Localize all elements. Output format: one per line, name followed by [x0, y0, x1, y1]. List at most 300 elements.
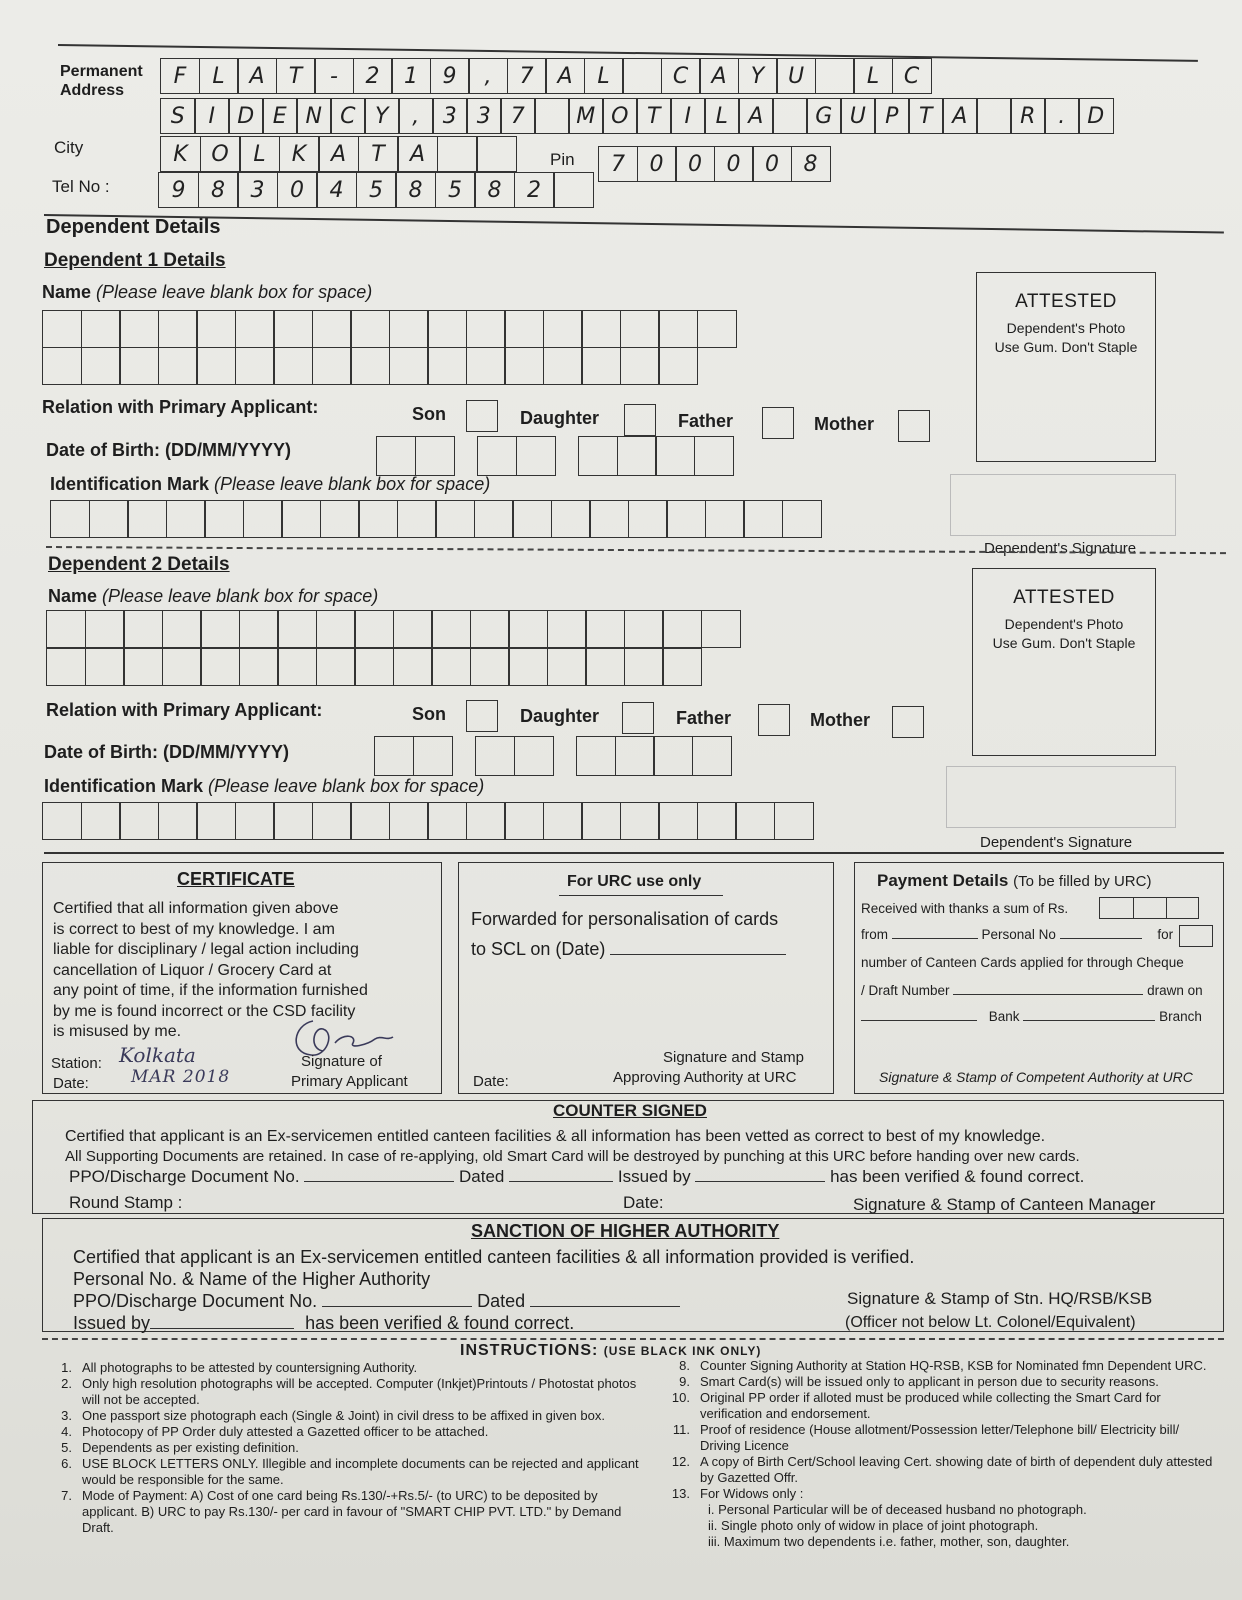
urc-line2: to SCL on (Date)	[471, 939, 786, 960]
primary-applicant-label: Primary Applicant	[291, 1073, 408, 1090]
city-cell[interactable]	[476, 136, 517, 172]
dependent1-mark-cell[interactable]	[127, 500, 167, 538]
certificate-line: liable for disciplinary / legal action including	[53, 941, 359, 958]
urc-sig1: Signature and Stamp	[663, 1049, 804, 1066]
tel-cell[interactable]: 9	[158, 172, 199, 208]
counter-signature: Signature & Stamp of Canteen Manager	[853, 1195, 1156, 1214]
dependent1-relation-label: Relation with Primary Applicant:	[42, 397, 319, 417]
instruction-item: 11. Proof of residence (House allotment/Possession letter/Telephone bill/ Electricity bill/ Driving Licence	[672, 1422, 1180, 1453]
dependent1-mark-cell[interactable]	[666, 500, 706, 538]
dependent1-dob-boxes[interactable]	[376, 436, 732, 476]
dependent1-name-cell[interactable]	[620, 310, 660, 348]
dependent1-father-label: Father	[678, 411, 734, 431]
dependent2-mark-cell[interactable]	[158, 802, 198, 840]
sanction-panel	[42, 1218, 1224, 1332]
payment-bank-line: Bank Branch	[861, 1009, 1202, 1024]
dependent1-mark-cell[interactable]	[512, 500, 552, 538]
tel-cell[interactable]: 8	[395, 172, 436, 208]
dependent2-name-cell[interactable]	[547, 610, 587, 648]
tel-cell[interactable]: 8	[474, 172, 515, 208]
dependent2-name-row1[interactable]	[46, 610, 739, 648]
dependent2-name-cell[interactable]	[162, 610, 202, 648]
dependent1-mark-cell[interactable]	[320, 500, 360, 538]
dependent2-name-cell[interactable]	[470, 648, 510, 686]
dependent-rule	[44, 214, 1224, 234]
dependent1-name-cell[interactable]	[350, 347, 390, 385]
dependent1-mark-cell[interactable]	[435, 500, 475, 538]
instruction-item: 12. A copy of Birth Cert/School leaving Cert. showing date of birth of dependent duly attested by Gazetted Offr.	[671, 1454, 1213, 1485]
address-line2-cell[interactable]	[772, 98, 808, 134]
dependent2-name-cell[interactable]	[431, 610, 471, 648]
payment-received: Received with thanks a sum of Rs.	[861, 901, 1069, 916]
address-line2-cell[interactable]: O	[602, 98, 638, 134]
address-line2-cell[interactable]: C	[330, 98, 366, 134]
tel-cell[interactable]: 5	[435, 172, 476, 208]
dependent1-name-cell[interactable]	[581, 310, 621, 348]
dependent2-mark-row[interactable]	[42, 802, 812, 840]
dependent2-name-cell[interactable]	[585, 610, 625, 648]
dependent-bottom-rule	[44, 852, 1224, 854]
sanction-line2: Personal No. & Name of the Higher Authority	[73, 1269, 431, 1289]
dependent2-mark-cell[interactable]	[312, 802, 352, 840]
address-line1-cell[interactable]: 2	[353, 58, 393, 94]
dependent2-name-cell[interactable]	[239, 610, 279, 648]
urc-title-rule	[559, 895, 723, 896]
dependent2-name-cell[interactable]	[277, 648, 317, 686]
address-line2-cell[interactable]: A	[942, 98, 978, 134]
dependent1-name-cell[interactable]	[158, 347, 198, 385]
instructions-left	[42, 1360, 642, 1536]
dependent2-mark-cell[interactable]	[196, 802, 236, 840]
tel-cell[interactable]: 2	[514, 172, 555, 208]
dependent1-name-cell[interactable]	[312, 310, 352, 348]
address-line2-cell[interactable]: I	[194, 98, 230, 134]
dependent1-mother-label: Mother	[814, 414, 874, 434]
dependent2-mark-cell[interactable]	[42, 802, 82, 840]
sanction-signature: Signature & Stamp of Stn. HQ/RSB/KSB	[847, 1289, 1153, 1308]
address-line2-cell[interactable]: L	[704, 98, 740, 134]
dependent2-mark-cell[interactable]	[350, 802, 390, 840]
address-line2-boxes[interactable]	[160, 98, 1112, 134]
dependent2-name-cell[interactable]	[662, 648, 702, 686]
dependent2-mark-cell[interactable]	[774, 802, 814, 840]
dependent2-name-cell[interactable]	[354, 648, 394, 686]
counter-signed-panel	[32, 1100, 1224, 1214]
dependent1-name-cell[interactable]	[389, 310, 429, 348]
dependent2-mark-cell[interactable]	[427, 802, 467, 840]
dependent2-name-cell[interactable]	[547, 648, 587, 686]
pin-cell[interactable]: 0	[714, 146, 754, 182]
dependent2-name-cell[interactable]	[200, 648, 240, 686]
address-line1-cell[interactable]: 1	[391, 58, 431, 94]
dependent2-name-cell[interactable]	[624, 648, 664, 686]
urc-sig2: Approving Authority at URC	[613, 1069, 797, 1086]
dependent2-mark-cell[interactable]	[119, 802, 159, 840]
dependent1-name-cell[interactable]	[427, 310, 467, 348]
dependent1-name-cell[interactable]	[504, 310, 544, 348]
address-line1-cell[interactable]: A	[699, 58, 739, 94]
address-line2-cell[interactable]: G	[806, 98, 842, 134]
instruction-item: 13. For Widows only :	[671, 1486, 804, 1501]
dependent1-name-cell[interactable]	[389, 347, 429, 385]
widow-instruction: ii. Single photo only of widow in place of joint photograph.	[708, 1518, 1039, 1533]
dependent2-name-cell[interactable]	[624, 610, 664, 648]
urc-date-label: Date:	[473, 1073, 509, 1090]
address-line1-cell[interactable]: L	[584, 58, 624, 94]
dependent2-daughter-label: Daughter	[520, 706, 600, 726]
address-line2-cell[interactable]: D	[228, 98, 264, 134]
address-line2-cell[interactable]: .	[1044, 98, 1080, 134]
dependent2-name-cell[interactable]	[239, 648, 279, 686]
payment-amount-boxes[interactable]	[1099, 897, 1199, 919]
tel-cell[interactable]: 3	[237, 172, 278, 208]
dependent1-name-cell[interactable]	[196, 310, 236, 348]
sanction-issued-line: Issued by has been verified & found correct.	[73, 1313, 575, 1333]
payment-cards-line: number of Canteen Cards applied for through Cheque	[861, 955, 1184, 970]
dependent1-name-cell[interactable]	[42, 310, 82, 348]
address-line2-cell[interactable]: E	[262, 98, 298, 134]
sanction-officer: (Officer not below Lt. Colonel/Equivalent)	[845, 1314, 1136, 1331]
dependent2-name-cell[interactable]	[662, 610, 702, 648]
address-line1-cell[interactable]: C	[661, 58, 701, 94]
dependent1-mark-cell[interactable]	[281, 500, 321, 538]
dependent1-name-cell[interactable]	[196, 347, 236, 385]
dependent2-mark-cell[interactable]	[697, 802, 737, 840]
address-line1-cell[interactable]: L	[199, 58, 239, 94]
certificate-panel	[42, 862, 442, 1094]
dependent2-mark-cell[interactable]	[81, 802, 121, 840]
certificate-line: is misused by me.	[53, 1023, 182, 1040]
sanction-title: SANCTION OF HIGHER AUTHORITY	[471, 1221, 780, 1241]
address-line1-cell[interactable]: ,	[468, 58, 508, 94]
pin-cell[interactable]: 8	[791, 146, 831, 182]
dependent2-father-checkbox[interactable]	[758, 704, 790, 736]
certificate-line: by me is found incorrect or the CSD facility	[53, 1002, 356, 1020]
address-line2-cell[interactable]	[976, 98, 1012, 134]
dependent1-daughter-checkbox[interactable]	[624, 404, 656, 436]
dependent1-son-label: Son	[412, 404, 446, 424]
dependent1-photo-line1: Dependent's Photo	[1006, 320, 1126, 336]
tel-cell[interactable]: 8	[198, 172, 239, 208]
address-line2-cell[interactable]: S	[160, 98, 196, 134]
city-cell[interactable]: L	[239, 136, 280, 172]
urc-line1: Forwarded for personalisation of cards	[471, 909, 779, 929]
pin-cell[interactable]: 7	[598, 146, 638, 182]
dependent2-relation-label: Relation with Primary Applicant:	[46, 700, 323, 720]
dependent2-mark-cell[interactable]	[389, 802, 429, 840]
address-line1-cell[interactable]: U	[776, 58, 816, 94]
dependent1-mother-checkbox[interactable]	[898, 410, 930, 442]
dependent1-name-cell[interactable]	[427, 347, 467, 385]
dependent2-mark-cell[interactable]	[581, 802, 621, 840]
dependent1-mark-label: Identification Mark (Please leave blank box for space)	[50, 474, 491, 494]
address-line1-cell[interactable]	[815, 58, 855, 94]
dependent1-signature-box[interactable]	[950, 474, 1176, 536]
city-cell[interactable]: K	[279, 136, 320, 172]
dependent2-name-cell[interactable]	[162, 648, 202, 686]
dependent2-name-cell[interactable]	[46, 610, 86, 648]
city-cell[interactable]: A	[318, 136, 359, 172]
address-line2-cell[interactable]: 7	[500, 98, 536, 134]
tel-cell[interactable]	[553, 172, 594, 208]
address-line1-cell[interactable]: C	[892, 58, 932, 94]
dependent1-name-cell[interactable]	[466, 310, 506, 348]
dependent1-father-checkbox[interactable]	[762, 407, 794, 439]
dependent2-son-label: Son	[412, 704, 446, 724]
instruction-item: 5. Dependents as per existing definition.	[61, 1440, 299, 1455]
dependent2-mark-cell[interactable]	[620, 802, 660, 840]
dependent1-name-cell[interactable]	[658, 347, 698, 385]
sanction-line1: Certified that applicant is an Ex-servicemen entitled canteen facilities & all information provided is verified.	[73, 1247, 915, 1267]
instructions-separator	[42, 1338, 1224, 1340]
dependent1-name-cell[interactable]	[620, 347, 660, 385]
address-line1-cell[interactable]: T	[276, 58, 316, 94]
tel-cell[interactable]: 4	[316, 172, 357, 208]
dependent2-name-cell[interactable]	[701, 610, 741, 648]
dependent2-name-cell[interactable]	[393, 648, 433, 686]
city-cell[interactable]: T	[358, 136, 399, 172]
instruction-item: 10. Original PP order if alloted must be produced while collecting the Smart Card for verification and endorsement.	[671, 1390, 1161, 1421]
dependent2-name-row2[interactable]	[46, 648, 701, 686]
dependent2-signature-box[interactable]	[946, 766, 1176, 828]
dependent1-name-cell[interactable]	[235, 347, 275, 385]
city-cell[interactable]: A	[397, 136, 438, 172]
dependent2-name-cell[interactable]	[123, 610, 163, 648]
dependent1-name-cell[interactable]	[312, 347, 352, 385]
address-line2-cell[interactable]: I	[670, 98, 706, 134]
tel-boxes[interactable]	[158, 172, 593, 208]
counter-line2: All Supporting Documents are retained. In case of re-applying, old Smart Card will be destroyed by punching at this URC before handing over new cards.	[65, 1148, 1080, 1165]
payment-draft-line: / Draft Number drawn on	[861, 983, 1203, 998]
tel-label: Tel No :	[52, 177, 110, 196]
dependent1-name-cell[interactable]	[235, 310, 275, 348]
address-line1-cell[interactable]: A	[237, 58, 277, 94]
dependent2-name-cell[interactable]	[393, 610, 433, 648]
dependent1-name-row1[interactable]	[42, 310, 735, 348]
station-value: Kolkata	[119, 1043, 196, 1067]
address-line2-cell[interactable]: A	[738, 98, 774, 134]
dependent1-mark-cell[interactable]	[474, 500, 514, 538]
address-line2-cell[interactable]: ,	[398, 98, 434, 134]
dependent2-name-cell[interactable]	[46, 648, 86, 686]
dependent2-name-cell[interactable]	[85, 648, 125, 686]
dependent1-name-cell[interactable]	[273, 347, 313, 385]
dependent1-name-cell[interactable]	[81, 347, 121, 385]
address-line1-cell[interactable]: Y	[738, 58, 778, 94]
dependent2-mark-cell[interactable]	[273, 802, 313, 840]
dependent2-dob-boxes[interactable]	[374, 736, 730, 776]
address-line2-cell[interactable]: D	[1078, 98, 1114, 134]
date-value: MAR 2018	[131, 1067, 231, 1087]
dependent1-mark-cell[interactable]	[397, 500, 437, 538]
dependent2-dob-label: Date of Birth: (DD/MM/YYYY)	[44, 742, 289, 762]
dependent1-mark-cell[interactable]	[705, 500, 745, 538]
dependent2-name-cell[interactable]	[316, 610, 356, 648]
dependent1-mark-cell[interactable]	[589, 500, 629, 538]
address-line2-cell[interactable]: T	[636, 98, 672, 134]
dependent1-mark-cell[interactable]	[89, 500, 129, 538]
dependent2-father-label: Father	[676, 708, 732, 728]
dependent1-name-cell[interactable]	[504, 347, 544, 385]
certificate-line: Certified that all information given above	[53, 900, 339, 917]
address-line1-cell[interactable]	[622, 58, 662, 94]
station-label: Station:	[51, 1055, 102, 1072]
dependent2-name-cell[interactable]	[585, 648, 625, 686]
address-line2-cell[interactable]: N	[296, 98, 332, 134]
dependent1-mark-row[interactable]	[50, 500, 820, 538]
dependent2-name-cell[interactable]	[354, 610, 394, 648]
instruction-item: 7. Mode of Payment: A) Cost of one card being Rs.130/-+Rs.5/- (to URC) to be deposited by applicant. B) URC to pay Rs.130/- per card in favour of "SMART CHIP PVT. LTD." by Demand Draft.	[61, 1488, 622, 1535]
dependent1-name-cell[interactable]	[119, 347, 159, 385]
dependent1-mark-cell[interactable]	[551, 500, 591, 538]
dependent1-mark-cell[interactable]	[358, 500, 398, 538]
dependent2-name-cell[interactable]	[508, 610, 548, 648]
dependent2-mother-label: Mother	[810, 710, 870, 730]
dependent2-name-cell[interactable]	[85, 610, 125, 648]
dependent1-name-cell[interactable]	[42, 347, 82, 385]
payment-from-line: from Personal No for	[861, 927, 1174, 942]
dependent1-name-cell[interactable]	[543, 347, 583, 385]
dependent2-photo-box[interactable]	[972, 568, 1156, 756]
address-line2-cell[interactable]: P	[874, 98, 910, 134]
dependent2-name-cell[interactable]	[316, 648, 356, 686]
dependent1-daughter-label: Daughter	[520, 408, 600, 428]
widow-instruction: i. Personal Particular will be of deceased husband no photograph.	[708, 1502, 1087, 1517]
dependent2-name-cell[interactable]	[123, 648, 163, 686]
counter-line1: Certified that applicant is an Ex-servicemen entitled canteen facilities & all information has been vetted as correct to best of my knowledge.	[65, 1128, 1046, 1145]
dependent2-mark-label: Identification Mark (Please leave blank box for space)	[44, 776, 485, 796]
dependent1-name-cell[interactable]	[581, 347, 621, 385]
tel-cell[interactable]: 0	[277, 172, 318, 208]
dependent2-name-cell[interactable]	[431, 648, 471, 686]
address-line1-cell[interactable]: L	[853, 58, 893, 94]
city-cell[interactable]: O	[200, 136, 241, 172]
dependent2-mark-cell[interactable]	[543, 802, 583, 840]
city-label: City	[54, 138, 84, 157]
address-line2-cell[interactable]: 3	[432, 98, 468, 134]
address-line2-cell[interactable]: U	[840, 98, 876, 134]
certificate-line: any point of time, if the information furnished	[53, 982, 368, 999]
address-line1-boxes[interactable]	[160, 58, 930, 94]
dependent1-son-checkbox[interactable]	[466, 400, 498, 432]
dependent2-mark-cell[interactable]	[658, 802, 698, 840]
dependent1-mark-cell[interactable]	[628, 500, 668, 538]
dependent2-name-cell[interactable]	[277, 610, 317, 648]
dependent2-photo-line2: Use Gum. Don't Staple	[992, 635, 1136, 651]
date-label: Date:	[53, 1075, 89, 1092]
dependent1-name-cell[interactable]	[81, 310, 121, 348]
city-cell[interactable]: K	[160, 136, 201, 172]
urc-panel	[458, 862, 834, 1094]
dependent1-name-row2[interactable]	[42, 347, 697, 385]
counter-round-stamp: Round Stamp :	[69, 1193, 183, 1212]
certificate-line: is correct to best of my knowledge. I am	[53, 920, 335, 938]
dependent2-name-cell[interactable]	[508, 648, 548, 686]
address-line2-cell[interactable]: Y	[364, 98, 400, 134]
address-line1-cell[interactable]: 9	[430, 58, 470, 94]
dependent2-mother-checkbox[interactable]	[892, 706, 924, 738]
dependent2-mark-cell[interactable]	[466, 802, 506, 840]
dependent1-name-cell[interactable]	[119, 310, 159, 348]
dependent1-mark-cell[interactable]	[204, 500, 244, 538]
instruction-item: 8. Counter Signing Authority at Station HQ-RSB, KSB for Nominated fmn Dependent URC.	[679, 1358, 1207, 1373]
dependent1-name-cell[interactable]	[350, 310, 390, 348]
dependent1-mark-cell[interactable]	[166, 500, 206, 538]
address-line2-cell[interactable]: M	[568, 98, 604, 134]
dependent2-name-cell[interactable]	[200, 610, 240, 648]
address-line1-cell[interactable]: F	[160, 58, 200, 94]
dependent1-name-cell[interactable]	[658, 310, 698, 348]
dependent2-mark-cell[interactable]	[504, 802, 544, 840]
dependent1-mark-cell[interactable]	[243, 500, 283, 538]
dependent2-mark-cell[interactable]	[235, 802, 275, 840]
dependent1-name-label: Name (Please leave blank box for space)	[42, 282, 373, 302]
city-boxes[interactable]	[160, 136, 516, 172]
dependent1-photo-line2: Use Gum. Don't Staple	[994, 339, 1138, 355]
dependent2-name-cell[interactable]	[470, 610, 510, 648]
sanction-ppo-line: PPO/Discharge Document No. Dated	[73, 1291, 680, 1312]
address-line2-cell[interactable]: T	[908, 98, 944, 134]
dependent1-name-cell[interactable]	[273, 310, 313, 348]
dependent1-mark-cell[interactable]	[50, 500, 90, 538]
city-cell[interactable]	[437, 136, 478, 172]
instructions-right	[660, 1358, 1220, 1550]
pin-cell[interactable]: 0	[675, 146, 715, 182]
payment-for-box[interactable]	[1179, 925, 1213, 947]
address-line1-cell[interactable]: 7	[507, 58, 547, 94]
dependent1-dob-label: Date of Birth: (DD/MM/YYYY)	[46, 440, 291, 460]
address-line2-cell[interactable]	[534, 98, 570, 134]
dependent2-title: Dependent 2 Details	[48, 554, 230, 575]
address-line1-cell[interactable]: -	[314, 58, 354, 94]
dependent-details-heading: Dependent Details	[46, 216, 221, 238]
dependent1-name-cell[interactable]	[466, 347, 506, 385]
dependent1-mark-cell[interactable]	[743, 500, 783, 538]
dependent2-mark-cell[interactable]	[735, 802, 775, 840]
dependent1-title: Dependent 1 Details	[44, 250, 226, 271]
instruction-item: 3. One passport size photograph each (Single & Joint) in civil dress to be affixed in given box.	[61, 1408, 605, 1423]
counter-signed-title: COUNTER SIGNED	[553, 1101, 707, 1120]
dependent2-son-checkbox[interactable]	[466, 700, 498, 732]
dependent2-signature-label: Dependent's Signature	[980, 834, 1133, 851]
pin-cell[interactable]: 0	[752, 146, 792, 182]
payment-panel	[854, 862, 1224, 1094]
dependent1-photo-box[interactable]	[976, 272, 1156, 462]
urc-title: For URC use only	[567, 873, 702, 890]
counter-ppo-line: PPO/Discharge Document No. Dated Issued by has been verified & found correct.	[69, 1167, 1085, 1186]
address-line2-cell[interactable]: R	[1010, 98, 1046, 134]
dependent2-name-label: Name (Please leave blank box for space)	[48, 586, 379, 606]
dependent1-mark-cell[interactable]	[782, 500, 822, 538]
signature-of-label: Signature of	[301, 1053, 382, 1070]
widow-instruction: iii. Maximum two dependents i.e. father, mother, son, daughter.	[708, 1534, 1070, 1549]
address-line1-cell[interactable]: A	[545, 58, 585, 94]
instructions-title: INSTRUCTIONS: (USE BLACK INK ONLY)	[460, 1342, 762, 1359]
dependent2-photo-title: ATTESTED	[1013, 587, 1115, 608]
dependent1-name-cell[interactable]	[697, 310, 737, 348]
dependent1-name-cell[interactable]	[158, 310, 198, 348]
tel-cell[interactable]: 5	[356, 172, 397, 208]
pin-boxes[interactable]	[598, 146, 829, 182]
instruction-item: 4. Photocopy of PP Order duly attested a Gazetted officer to be attached.	[61, 1424, 489, 1439]
pin-label: Pin	[550, 150, 575, 169]
permanent-address-label: Permanent Address	[60, 63, 143, 99]
dependent1-name-cell[interactable]	[543, 310, 583, 348]
payment-title: Payment Details (To be filled by URC)	[877, 871, 1152, 890]
pin-cell[interactable]: 0	[637, 146, 677, 182]
address-line2-cell[interactable]: 3	[466, 98, 502, 134]
dependent2-daughter-checkbox[interactable]	[622, 702, 654, 734]
